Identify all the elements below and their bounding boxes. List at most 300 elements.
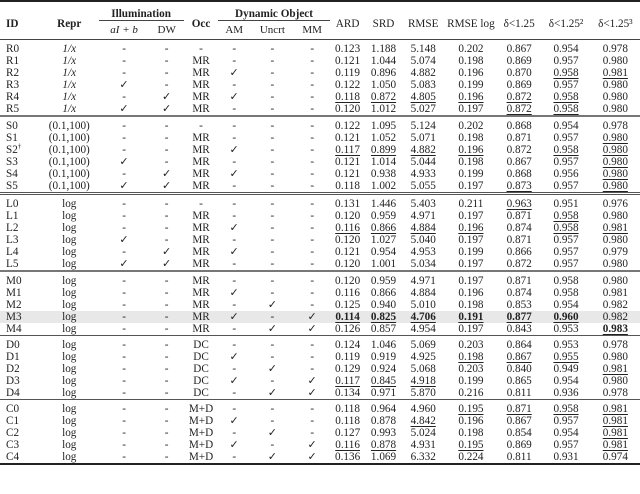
cell-delta1: 0.872 [506,103,532,115]
cell-rmse-log: 0.195 [458,439,484,451]
cell-rmse-log: 0.197 [458,180,484,192]
cell-dw: - [150,194,184,211]
cell-am: ✓ [229,351,239,363]
cell-id: D1 [6,351,20,363]
cell-ard: 0.127 [335,427,361,439]
cell-ard: 0.125 [335,299,361,311]
cell-delta3: 0.980 [602,180,628,192]
cell-srd: 1.188 [370,43,397,55]
cell-occ: MR [184,311,219,323]
cell-repr: log [62,351,77,363]
cell-am: - [232,323,237,335]
cell-rmse: 4.953 [410,246,436,258]
cell-delta1: 0.867 [506,351,532,363]
cell-delta1: 0.811 [506,387,532,399]
cell-rmse-log: 0.197 [458,234,484,246]
cell-ard: 0.121 [335,55,361,67]
cell-delta3: 0.982 [591,311,640,323]
cell-delta3: 0.982 [602,299,628,311]
cell-am: - [232,156,237,168]
cell-dw: - [164,156,169,168]
cell-dw: - [164,299,169,311]
cell-srd: 0.866 [370,222,397,234]
cell-id: D0 [0,336,40,352]
cell-rmse-log: 0.198 [458,55,484,67]
cell-srd: 0.878 [370,439,397,451]
cell-repr: log [62,210,77,222]
cell-am: - [232,210,237,222]
cell-rmse: 5.403 [401,194,444,211]
table-row [0,400,640,416]
cell-occ: DC [184,336,219,352]
cell-id: R2 [6,67,20,79]
table-row [0,194,640,211]
cell-rmse-log: 0.196 [458,67,484,79]
cell-dw: - [164,67,169,79]
cell-delta3: 0.978 [602,43,628,55]
cell-delta3: 0.980 [602,351,628,363]
cell-ard: 0.114 [330,311,366,323]
cell-occ: MR [192,79,210,91]
cell-ard: 0.120 [335,234,361,246]
col-header-illumination: Illumination [99,1,184,21]
cell-dw: ✓ [161,91,172,103]
cell-occ: MR [192,55,210,67]
cell-ard: 0.121 [335,168,361,180]
cell-id: L5 [6,258,19,270]
cell-id: L1 [6,210,19,222]
cell-occ: DC [193,387,209,399]
cell-occ: MR [192,299,210,311]
table-row [0,363,640,375]
cell-rmse: 4.884 [410,287,436,299]
cell-dw: - [150,400,184,416]
cell-mm: - [295,400,330,416]
cell-id: S4 [6,168,18,180]
cell-delta2: 0.953 [553,323,579,335]
cell-uncrt: - [270,415,275,427]
cell-dw: ✓ [161,258,172,270]
table-row [0,103,640,116]
cell-delta2: 0.958 [541,271,590,287]
cell-delta2: 0.955 [553,351,579,363]
col-header-delta2: δ<1.25² [548,17,584,30]
col-header-srd: SRD [372,17,395,30]
cell-mm: - [310,67,315,79]
cell-dw: - [150,311,184,323]
cell-ai-b: ✓ [119,103,129,115]
cell-delta2: 0.936 [553,387,579,399]
cell-rmse-log: 0.197 [445,271,497,287]
cell-mm: - [295,271,330,287]
cell-rmse: 4.971 [410,210,436,222]
cell-occ: DC [193,351,209,363]
cell-mm: - [310,180,315,192]
cell-mm: - [310,103,315,115]
cell-delta2: 0.958 [553,144,579,156]
cell-rmse: 5.027 [410,103,436,115]
cell-id: D4 [6,387,20,399]
cell-dw: - [164,132,169,144]
cell-rmse: 6.332 [401,451,444,464]
cell-delta1: 0.867 [506,43,532,55]
cell-ard: 0.120 [335,258,361,270]
cell-delta3: 0.978 [591,336,640,352]
cell-srd: 0.993 [370,427,397,439]
cell-occ: - [184,194,219,211]
cell-rmse-log: 0.196 [458,144,484,156]
cell-uncrt: - [270,375,275,387]
cell-mm: ✓ [307,375,317,387]
cell-delta3: 0.974 [591,451,640,464]
cell-delta3: 0.981 [602,222,628,234]
cell-occ: MR [192,323,210,335]
cell-delta1: 0.854 [506,427,532,439]
table-row [0,323,640,336]
cell-mm: - [310,91,315,103]
cell-rmse: 5.083 [410,79,436,91]
cell-rmse-log: 0.197 [458,210,484,222]
cell-mm: - [310,210,315,222]
cell-rmse: 4.933 [410,168,436,180]
cell-uncrt: - [270,168,275,180]
table-row [0,116,640,132]
table-row [0,415,640,427]
cell-am: - [218,116,250,132]
cell-uncrt: ✓ [267,387,278,399]
cell-ai-b: - [122,91,126,103]
cell-rmse: 4.842 [410,415,436,427]
cell-dw: - [164,387,169,399]
cell-delta1: 0.867 [506,156,532,168]
cell-ai-b: - [122,351,126,363]
cell-rmse-log: 0.203 [458,363,484,375]
cell-ai-b: - [99,194,150,211]
header-row-1 [0,1,640,21]
cell-mm: - [310,246,315,258]
cell-dw: - [164,375,169,387]
cell-rmse: 5.074 [410,55,436,67]
cell-srd: 0.924 [370,363,397,375]
cell-rmse-log: 0.197 [458,323,484,335]
cell-mm: ✓ [307,323,317,335]
cell-am: - [232,103,237,115]
cell-repr: (0.1,100) [48,168,90,180]
cell-rmse: 5.010 [410,299,436,311]
cell-delta1: 0.865 [506,375,532,387]
cell-rmse-log: 0.196 [458,287,484,299]
cell-id: R1 [6,55,20,67]
cell-am: ✓ [229,287,239,299]
col-header-delta1: δ<1.25 [503,17,535,30]
cell-delta1: 0.868 [506,168,532,180]
cell-id: R0 [6,43,20,55]
table-body [0,40,640,465]
cell-delta1: 0.843 [506,323,532,335]
cell-delta3: 0.980 [602,132,628,144]
cell-id: L3 [6,234,19,246]
cell-occ: M+D [184,451,219,464]
cell-mm: ✓ [295,311,330,323]
cell-occ: MR [192,132,210,144]
cell-dw: - [164,234,169,246]
cell-delta3: 0.980 [602,156,628,168]
cell-am: - [218,451,250,464]
cell-ard: 0.119 [335,67,360,79]
cell-ai-b: - [122,67,126,79]
cell-delta3: 0.981 [602,67,628,79]
cell-delta1: 0.869 [506,439,532,451]
cell-ai-b: - [99,400,150,416]
cell-mm: - [310,258,315,270]
cell-delta2: 0.954 [541,116,590,132]
cell-occ: DC [193,375,209,387]
cell-delta2: 0.958 [553,67,579,79]
cell-delta3: 0.980 [602,91,628,103]
cell-delta2: 0.956 [553,168,579,180]
cell-dw: - [164,222,169,234]
col-header-id: ID [6,17,19,30]
cell-uncrt: - [270,287,275,299]
cell-delta1: 0.871 [506,234,532,246]
cell-srd: 0.845 [370,375,397,387]
cell-ai-b: - [122,43,126,55]
cell-mm: - [295,336,330,352]
cell-occ: MR [192,144,210,156]
table-row [0,222,640,234]
cell-delta1: 0.869 [506,55,532,67]
table-row [0,439,640,451]
cell-repr: (0.1,100) [48,180,90,192]
cell-srd: 0.938 [370,168,397,180]
cell-srd: 0.896 [370,67,397,79]
cell-repr: log [40,311,99,323]
cell-ard: 0.121 [335,246,361,258]
cell-id: M4 [6,323,22,335]
cell-dw: - [150,116,184,132]
cell-ai-b: - [122,375,126,387]
cell-am: - [232,55,237,67]
cell-rmse-log: 0.198 [458,132,484,144]
cell-ard: 0.131 [330,194,366,211]
cell-srd: 0.919 [370,351,397,363]
cell-srd: 1.069 [366,451,402,464]
cell-rmse: 5.071 [410,132,436,144]
cell-ard: 0.120 [330,271,366,287]
cell-uncrt: - [270,91,275,103]
cell-id: M2 [6,299,22,311]
cell-delta1: 0.864 [497,336,541,352]
cell-id: S3 [6,156,18,168]
cell-occ: MR [192,210,210,222]
cell-uncrt: ✓ [267,363,278,375]
table-row [0,258,640,271]
table-row [0,234,640,246]
cell-delta3: 0.980 [602,103,628,115]
cell-id: L4 [6,246,19,258]
cell-ard: 0.122 [335,79,361,91]
cell-delta2: 0.958 [553,91,579,103]
cell-delta1: 0.869 [506,79,532,91]
cell-am: ✓ [229,222,239,234]
cell-repr: log [40,271,99,287]
cell-repr: log [62,427,77,439]
cell-delta2: 0.954 [553,427,579,439]
cell-ai-b: - [122,323,126,335]
cell-dw: - [164,287,169,299]
cell-uncrt: - [270,180,275,192]
cell-delta3: 0.981 [602,363,628,375]
cell-uncrt: - [270,103,275,115]
cell-rmse: 4.706 [401,311,444,323]
cell-rmse-log: 0.198 [458,156,484,168]
cell-mm: - [310,299,315,311]
cell-am: - [218,336,250,352]
cell-delta3: 0.980 [602,258,628,270]
cell-ai-b: - [122,387,126,399]
cell-delta2: 0.957 [553,439,579,451]
cell-uncrt: ✓ [267,299,278,311]
cell-mm: - [310,156,315,168]
col-header-am: AM [225,24,244,36]
cell-dw: - [164,43,169,55]
cell-delta1: 0.853 [506,299,532,311]
cell-mm: - [310,363,315,375]
cell-ard: 0.117 [335,375,360,387]
cell-rmse-log: 0.196 [458,91,484,103]
cell-delta3: 0.980 [602,144,628,156]
cell-delta3: 0.983 [602,323,628,335]
cell-uncrt: - [250,116,295,132]
cell-ai-b: - [122,132,126,144]
cell-ard: 0.117 [335,144,360,156]
cell-am: - [218,400,250,416]
cell-ai-b: - [122,363,126,375]
cell-delta2: 0.957 [553,79,579,91]
cell-id: R4 [6,91,20,103]
cell-rmse: 4.918 [410,375,436,387]
cell-delta2: 0.960 [541,311,590,323]
cell-occ: M+D [188,415,214,427]
cell-srd: 1.014 [370,156,397,168]
cell-rmse-log: 0.196 [458,222,484,234]
cell-occ: DC [193,363,209,375]
cell-delta1: 0.871 [506,132,532,144]
cell-delta2: 0.958 [553,222,579,234]
cell-dw: - [150,271,184,287]
cell-srd: 1.044 [370,55,397,67]
cell-srd: 0.872 [370,91,397,103]
cell-rmse: 5.148 [410,43,436,55]
cell-delta2: 0.957 [553,258,579,270]
cell-srd: 1.012 [370,103,397,115]
cell-ard: 0.123 [335,43,361,55]
cell-srd: 0.825 [366,311,402,323]
cell-dw: - [164,79,169,91]
cell-ai-b: - [122,168,126,180]
cell-ai-b: - [122,299,126,311]
cell-am: - [232,387,237,399]
table-row [0,271,640,287]
cell-rmse-log: 0.195 [445,400,497,416]
cell-dw: - [164,351,169,363]
cell-dw: - [150,451,184,464]
cell-srd: 0.866 [370,287,397,299]
cell-ard: 0.121 [335,156,361,168]
cell-delta2: 0.958 [553,210,579,222]
cell-ai-b: ✓ [119,234,129,246]
cell-ai-b: - [99,311,150,323]
cell-uncrt: - [250,400,295,416]
table-row [0,387,640,400]
cell-delta2: 0.957 [553,246,579,258]
cell-delta1: 0.871 [497,271,541,287]
cell-ard: 0.118 [335,415,360,427]
cell-ai-b: - [99,271,150,287]
table-row [0,336,640,352]
col-header-ard: ARD [335,17,360,30]
cell-occ: MR [192,246,210,258]
cell-dw: - [164,323,169,335]
cell-delta2: 0.954 [553,299,579,311]
cell-repr: log [62,222,77,234]
cell-rmse-log: 0.202 [445,116,497,132]
cell-dw: - [164,415,169,427]
cell-rmse: 5.034 [410,258,436,270]
cell-rmse-log: 0.202 [458,43,484,55]
cell-id: C3 [6,439,20,451]
cell-srd: 0.971 [370,387,397,399]
cell-srd: 0.964 [366,400,402,416]
cell-delta2: 0.958 [541,400,590,416]
cell-rmse: 5.870 [410,387,436,399]
cell-id: S1 [6,132,18,144]
cell-rmse-log: 0.224 [445,451,497,464]
cell-uncrt: - [270,79,275,91]
cell-delta1: 0.874 [506,287,532,299]
cell-repr: log [40,451,99,464]
cell-ai-b: ✓ [119,79,129,91]
cell-rmse: 5.044 [410,156,436,168]
cell-delta1: 0.871 [506,210,532,222]
cell-id: R3 [6,79,20,91]
cell-delta2: 0.958 [553,287,579,299]
table-row [0,375,640,387]
cell-delta2: 0.957 [553,55,579,67]
table-row [0,156,640,168]
cell-srd: 1.050 [370,79,397,91]
cell-uncrt: - [270,222,275,234]
cell-repr: log [40,400,99,416]
cell-delta1: 0.811 [497,451,541,464]
cell-occ: - [199,43,203,55]
cell-ai-b: - [122,222,126,234]
cell-am: - [232,180,237,192]
cell-delta1: 0.877 [497,311,541,323]
cell-occ: MR [192,156,210,168]
cell-delta3: 0.980 [602,234,628,246]
cell-rmse-log: 0.197 [458,258,484,270]
cell-id: C0 [0,400,40,416]
cell-am: ✓ [229,67,239,79]
table-row [0,79,640,91]
cell-delta3: 0.981 [602,415,628,427]
cell-am: ✓ [229,375,239,387]
cell-ard: 0.120 [335,210,361,222]
cell-delta2: 0.951 [541,194,590,211]
cell-uncrt: ✓ [250,451,295,464]
cell-delta1: 0.872 [506,144,532,156]
